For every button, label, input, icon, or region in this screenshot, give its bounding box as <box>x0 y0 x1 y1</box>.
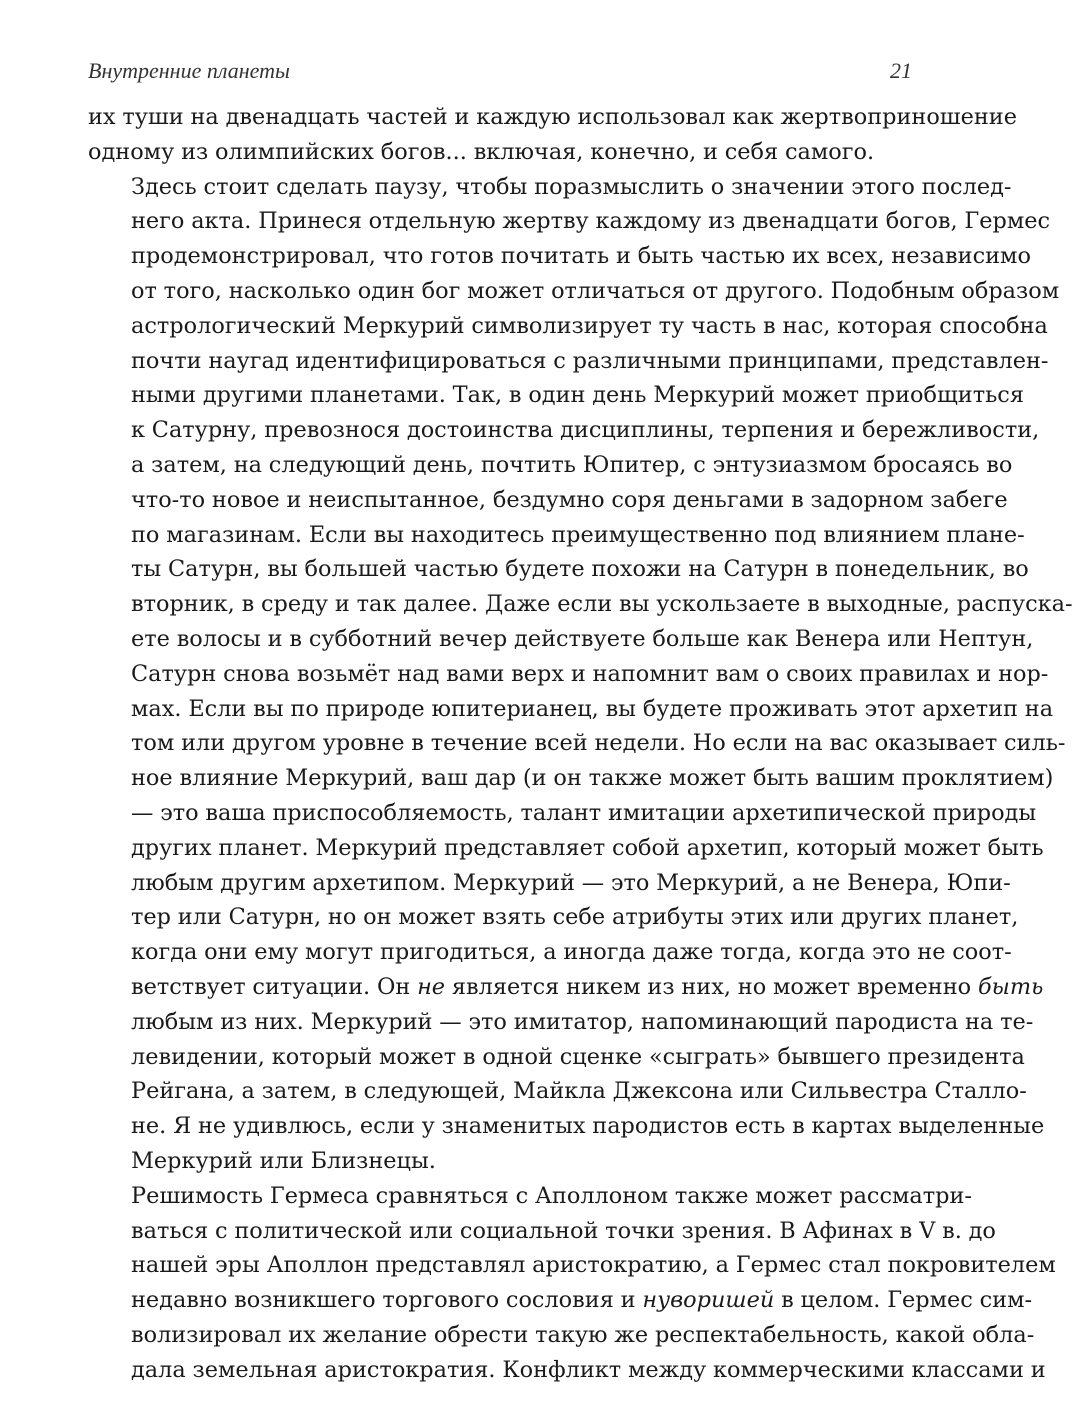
text-line: по магазинам. Если вы находитесь преимущественно под влиянием плане- <box>131 521 1025 548</box>
text-line: продемонстрировал, что готов почитать и быть частью их всех, независимо <box>131 243 1031 270</box>
text-line: не. Я не удивлюсь, если у знаменитых пародистов есть в картах выделенные <box>131 1113 1045 1140</box>
text-line: ваться с политической или социальной точки зрения. В Афинах в V в. до <box>131 1217 996 1244</box>
text-line: тер или Сатурн, но он может взять себе атрибуты этих или других планет, <box>131 904 1019 931</box>
text-line: недавно возникшего торгового сословия и нуворишей в целом. Гермес сим- <box>131 1287 1033 1314</box>
text-line: — это ваша приспособляемость, талант имитации архетипической природы <box>131 799 1037 826</box>
page-number: 21 <box>890 58 912 83</box>
text-line: ете волосы и в субботний вечер действуете больше как Венера или Нептун, <box>131 625 1034 652</box>
text-line: одному из олимпийских богов... включая, конечно, и себя самого. <box>88 138 875 165</box>
text-line: от того, насколько один бог может отличаться от другого. Подобным образом <box>131 277 1060 304</box>
body-text <box>88 100 1073 1387</box>
text-line: ты Сатурн, вы большей частью будете похожи на Сатурн в понедельник, во <box>131 556 1029 583</box>
text-line: а затем, на следующий день, почтить Юпитер, с энтузиазмом бросаясь во <box>131 451 1013 478</box>
text-line: когда они ему могут пригодиться, а иногда даже тогда, когда это не соот- <box>131 939 1012 966</box>
text-line: нашей эры Аполлон представлял аристократию, а Гермес стал покровителем <box>131 1252 1056 1279</box>
text-line: Здесь стоит сделать паузу, чтобы поразмыслить о значении этого послед- <box>131 173 1012 200</box>
text-line: Решимость Гермеса сравняться с Аполлоном также может рассматри- <box>131 1182 972 1209</box>
running-header <box>88 58 912 94</box>
text-line: к Сатурну, превознося достоинства дисциплины, терпения и бережливости, <box>131 417 1040 444</box>
paragraph <box>88 100 1017 170</box>
running-title: Внутренние планеты <box>88 58 290 83</box>
text-line: Меркурий или Близнецы. <box>131 1147 436 1174</box>
text-line: их туши на двенадцать частей и каждую использовал как жертвоприношение <box>88 104 1017 130</box>
paragraph <box>88 170 1073 1179</box>
text-line: любым из них. Меркурий — это имитатор, напоминающий пародиста на те- <box>131 1008 1034 1035</box>
text-line: ными другими планетами. Так, в один день Меркурий может приобщиться <box>131 382 1024 409</box>
text-line: астрологический Меркурий символизирует ту часть в нас, которая способна <box>131 312 1048 339</box>
text-line: ветствует ситуации. Он не является никем из них, но может временно быть <box>131 973 1044 1000</box>
text-line: Сатурн снова возьмёт над вами верх и напомнит вам о своих правилах и нор- <box>131 660 1049 687</box>
text-line: других планет. Меркурий представляет собой архетип, который может быть <box>131 834 1044 861</box>
text-line: том или другом уровне в течение всей недели. Но если на вас оказывает силь- <box>131 730 1066 757</box>
text-line: что-то новое и неиспытанное, бездумно соря деньгами в задорном забеге <box>131 486 1008 513</box>
text-line: мах. Если вы по природе юпитерианец, вы будете проживать этот архетип на <box>131 695 1054 722</box>
text-line: вторник, в среду и так далее. Даже если вы ускользаете в выходные, распуска- <box>131 591 1073 618</box>
text-line: левидении, который может в одной сценке «сыграть» бывшего президента <box>131 1043 1025 1070</box>
text-line: него акта. Принеся отдельную жертву каждому из двенадцати богов, Гермес <box>131 208 1051 235</box>
text-line: почти наугад идентифицироваться с различными принципами, представлен- <box>131 347 1049 374</box>
paragraph <box>88 1179 1056 1388</box>
text-line: волизировал их желание обрести такую же респектабельность, какой обла- <box>131 1321 1035 1348</box>
text-line: Рейгана, а затем, в следующей, Майкла Джексона или Сильвестра Сталло- <box>131 1078 1027 1105</box>
text-line: ное влияние Меркурий, ваш дар (и он также может быть вашим проклятием) <box>131 765 1054 792</box>
text-line: любым другим архетипом. Меркурий — это Меркурий, а не Венера, Юпи- <box>131 869 1011 896</box>
text-line: дала земельная аристократия. Конфликт между коммерческими классами и <box>131 1356 1046 1383</box>
